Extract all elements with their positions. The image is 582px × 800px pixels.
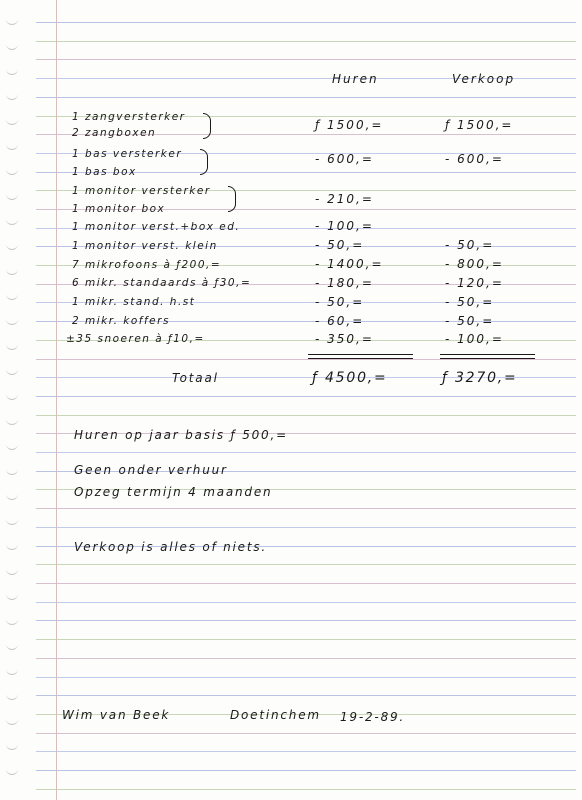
binder-hole <box>6 218 18 225</box>
item-verkoop: - 50,= <box>445 314 495 328</box>
ruled-line <box>36 751 576 752</box>
header-huren: Huren <box>332 72 379 86</box>
item-label: 7 mikrofoons à ƒ200,= <box>72 259 222 271</box>
ruled-line <box>36 658 576 659</box>
item-label: 1 monitor versterker <box>72 185 211 197</box>
item-huren: - 1400,= <box>315 257 384 271</box>
signature-date: 19-2-89. <box>340 710 406 724</box>
ruled-line <box>36 695 576 696</box>
item-huren: - 350,= <box>315 332 374 346</box>
signature-name: Wim van Beek <box>62 708 171 722</box>
total-label: Totaal <box>172 371 219 385</box>
binder-hole <box>6 668 18 675</box>
ruled-line <box>36 620 576 621</box>
binder-hole <box>6 493 18 500</box>
binder-hole <box>6 568 18 575</box>
binder-hole <box>6 243 18 250</box>
binder-hole <box>6 168 18 175</box>
binder-hole <box>6 143 18 150</box>
item-verkoop: - 100,= <box>445 332 504 346</box>
ruled-line <box>36 415 576 416</box>
binder-hole <box>6 518 18 525</box>
note-no-sublet: Geen onder verhuur <box>74 463 228 477</box>
item-verkoop: ƒ 1500,= <box>445 118 514 132</box>
binder-hole <box>6 418 18 425</box>
item-verkoop: - 800,= <box>445 257 504 271</box>
note-annual-rent: Huren op jaar basis ƒ 500,= <box>74 428 288 442</box>
ruled-line <box>36 452 576 453</box>
ruled-line <box>36 527 576 528</box>
item-huren: - 50,= <box>315 295 365 309</box>
item-label: 1 bas box <box>72 166 137 178</box>
item-label: 2 zangboxen <box>72 127 157 139</box>
binder-hole <box>6 368 18 375</box>
binder-hole <box>6 293 18 300</box>
binder-hole <box>6 593 18 600</box>
item-huren: ƒ 1500,= <box>315 118 384 132</box>
item-huren: - 180,= <box>315 276 374 290</box>
item-label: 1 monitor verst.+box ed. <box>72 221 241 233</box>
binder-hole <box>6 18 18 25</box>
binder-hole <box>6 318 18 325</box>
brace-bas <box>200 149 208 175</box>
ruled-line <box>36 396 576 397</box>
item-label: 1 mikr. stand. h.st <box>72 296 196 308</box>
item-verkoop: - 50,= <box>445 238 495 252</box>
brace-zang <box>203 113 211 139</box>
header-verkoop: Verkoop <box>452 72 516 86</box>
ruled-line <box>36 770 576 771</box>
binder-hole <box>6 68 18 75</box>
binder-hole <box>6 693 18 700</box>
binder-hole <box>6 393 18 400</box>
binder-hole <box>6 743 18 750</box>
item-label: 1 zangversterker <box>72 111 186 123</box>
binder-hole <box>6 543 18 550</box>
item-verkoop: - 50,= <box>445 295 495 309</box>
binder-hole <box>6 468 18 475</box>
ruled-line <box>36 733 576 734</box>
total-underline-huren-1 <box>308 354 413 355</box>
binder-hole <box>6 43 18 50</box>
note-notice-period: Opzeg termijn 4 maanden <box>74 485 273 499</box>
binder-hole <box>6 718 18 725</box>
brace-monitor <box>228 186 236 212</box>
item-label: 1 monitor box <box>72 203 166 215</box>
ruled-line <box>36 564 576 565</box>
binder-hole <box>6 768 18 775</box>
item-huren: - 60,= <box>315 314 365 328</box>
ruled-line <box>36 789 576 790</box>
item-verkoop: - 120,= <box>445 276 504 290</box>
binder-hole <box>6 618 18 625</box>
item-label: 1 monitor verst. klein <box>72 240 218 252</box>
binder-hole <box>6 443 18 450</box>
total-huren: ƒ 4500,= <box>312 370 388 386</box>
ruled-line <box>36 22 576 23</box>
item-huren: - 210,= <box>315 192 374 206</box>
total-underline-huren-2 <box>308 358 413 359</box>
item-huren: - 600,= <box>315 152 374 166</box>
ruled-line <box>36 639 576 640</box>
binder-hole <box>6 643 18 650</box>
binder-hole <box>6 193 18 200</box>
ruled-line <box>36 97 576 98</box>
binder-hole <box>6 93 18 100</box>
binder-hole <box>6 118 18 125</box>
ruled-line <box>36 508 576 509</box>
item-verkoop: - 600,= <box>445 152 504 166</box>
margin-line <box>56 0 57 800</box>
item-huren: - 50,= <box>315 238 365 252</box>
total-underline-verkoop-1 <box>440 354 535 355</box>
ruled-line <box>36 677 576 678</box>
item-huren: - 100,= <box>315 219 374 233</box>
item-label: 2 mikr. koffers <box>72 315 170 327</box>
item-label: 1 bas versterker <box>72 148 183 160</box>
ruled-line <box>36 59 576 60</box>
binder-hole <box>6 268 18 275</box>
total-verkoop: ƒ 3270,= <box>442 370 518 386</box>
note-sale-terms: Verkoop is alles of niets. <box>74 540 268 554</box>
total-underline-verkoop-2 <box>440 358 535 359</box>
binder-hole <box>6 343 18 350</box>
item-label: 6 mikr. standaards à ƒ30,= <box>72 277 252 289</box>
item-label: ±35 snoeren à ƒ10,= <box>66 333 205 345</box>
ruled-line <box>36 41 576 42</box>
ruled-line <box>36 602 576 603</box>
signature-place: Doetinchem <box>230 708 321 722</box>
ruled-line <box>36 583 576 584</box>
